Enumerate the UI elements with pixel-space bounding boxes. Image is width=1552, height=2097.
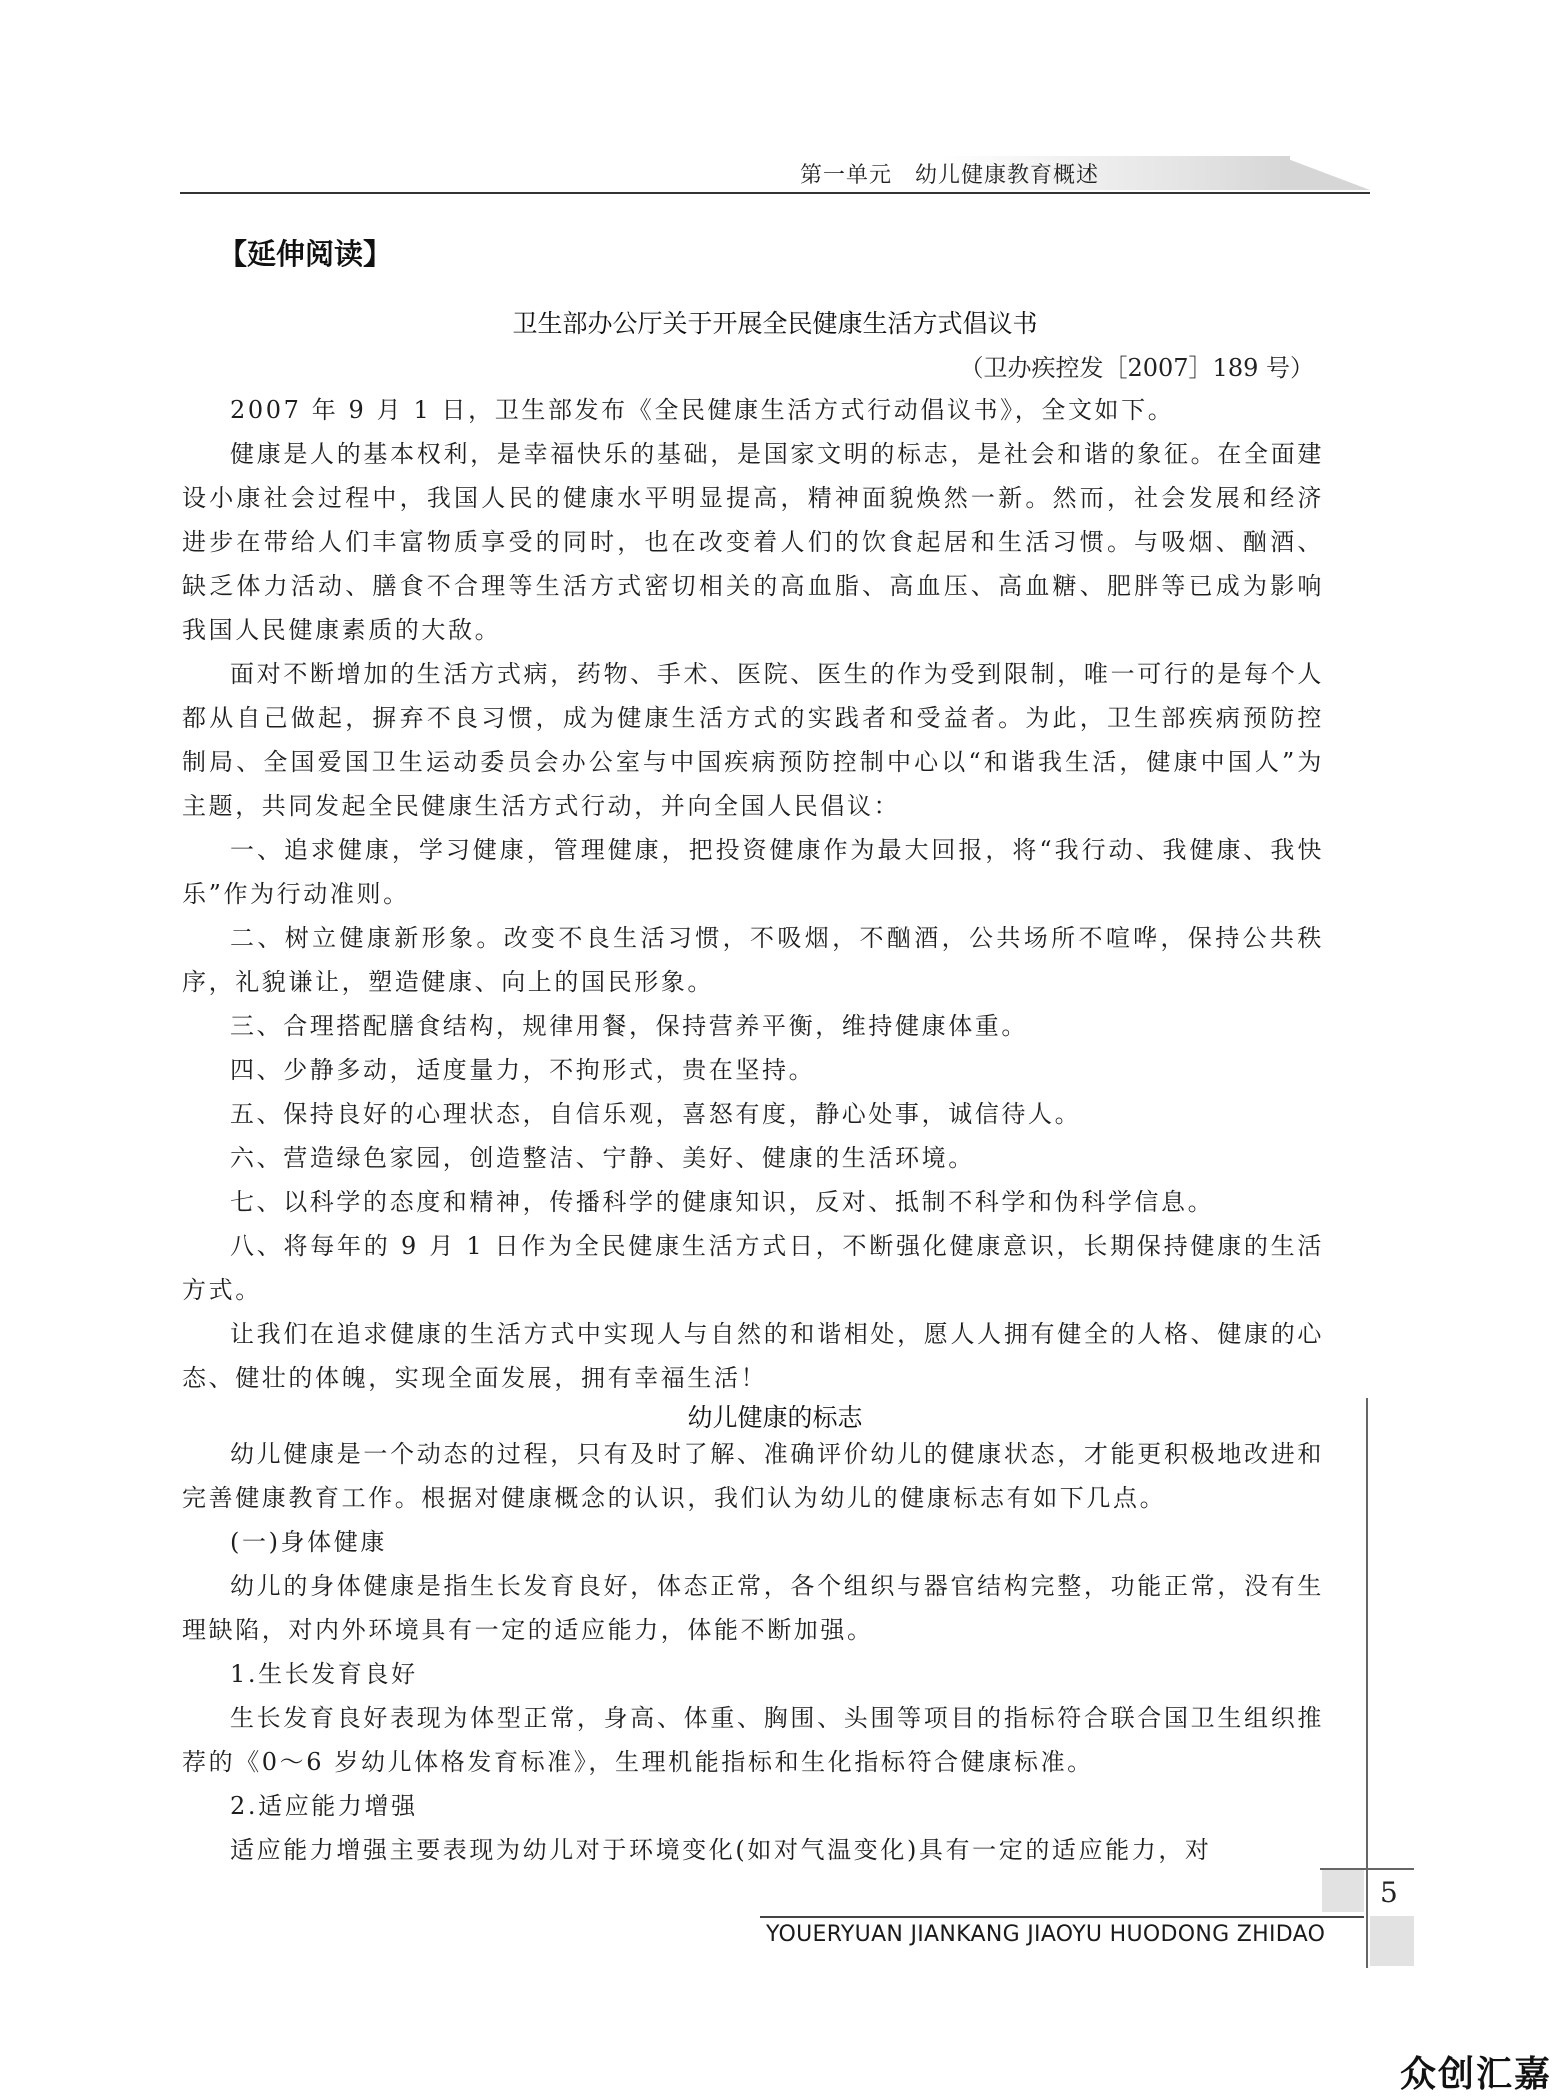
article-title: 卫生部办公厅关于开展全民健康生活方式倡议书 — [512, 309, 1038, 338]
header-rule — [180, 192, 1370, 194]
proposal-body — [182, 388, 1324, 1400]
margin-vertical-rule — [1366, 1398, 1368, 1968]
paragraph: 八、将每年的 9 月 1 日作为全民健康生活方式日，不断强化健康意识，长期保持健康的生活方式。 — [182, 1232, 1324, 1304]
paragraph: 二、树立健康新形象。改变不良生活习惯，不吸烟，不酗酒，公共场所不喧哗，保持公共秩序，礼貌谦让，塑造健康、向上的国民形象。 — [182, 924, 1324, 996]
subheading: 1.生长发育良好 — [230, 1660, 418, 1688]
unit-title: 第一单元 幼儿健康教育概述 — [800, 163, 1100, 188]
footer-rule — [760, 1916, 1364, 1918]
book-title-footer: YOUERYUAN JIANKANG JIAOYU HUODONG ZHIDAO — [766, 1922, 1326, 1947]
section-title: 幼儿健康的标志 — [687, 1403, 863, 1432]
paragraph: 七、以科学的态度和精神，传播科学的健康知识，反对、抵制不科学和伪科学信息。 — [230, 1188, 1215, 1216]
subheading: (一)身体健康 — [230, 1528, 387, 1556]
health-signs-body — [182, 1432, 1324, 1872]
watermark: 众创汇嘉 — [1400, 2054, 1552, 2095]
paragraph: 一、追求健康，学习健康，管理健康，把投资健康作为最大回报，将“我行动、我健康、我快乐”作为行动准则。 — [182, 836, 1324, 908]
paragraph: 四、少静多动，适度量力，不拘形式，贵在坚持。 — [230, 1056, 816, 1084]
running-header — [180, 156, 1370, 192]
paragraph: 五、保持良好的心理状态，自信乐观，喜怒有度，静心处事，诚信待人。 — [230, 1100, 1082, 1128]
paragraph: 幼儿的身体健康是指生长发育良好，体态正常，各个组织与器官结构完整，功能正常，没有生理缺陷，对内外环境具有一定的适应能力，体能不断加强。 — [182, 1572, 1324, 1644]
paragraph: 适应能力增强主要表现为幼儿对于环境变化(如对气温变化)具有一定的适应能力，对 — [230, 1836, 1212, 1864]
extended-reading-heading: 【延伸阅读】 — [218, 237, 393, 271]
page-number: 5 — [1380, 1876, 1398, 1909]
decorative-block — [1322, 1870, 1364, 1912]
decorative-block — [1370, 1916, 1414, 1966]
document-number: （卫办疾控发［2007］189 号） — [959, 354, 1314, 382]
paragraph: 健康是人的基本权利，是幸福快乐的基础，是国家文明的标志，是社会和谐的象征。在全面建设小康社会过程中，我国人民的健康水平明显提高，精神面貌焕然一新。然而，社会发展和经济进步在带给人们丰富物质享受的同时，也在改变着人们的饮食起居和生活习惯。与吸烟、酗酒、缺乏体力活动、膳食不合理等生活方式密切相关的高血脂、高血压、高血糖、肥胖等已成为影响我国人民健康素质的大敌。 — [182, 440, 1324, 644]
paragraph: 让我们在追求健康的生活方式中实现人与自然的和谐相处，愿人人拥有健全的人格、健康的心态、健壮的体魄，实现全面发展，拥有幸福生活！ — [182, 1320, 1324, 1392]
subheading: 2.适应能力增强 — [230, 1792, 418, 1820]
paragraph: 面对不断增加的生活方式病，药物、手术、医院、医生的作为受到限制，唯一可行的是每个人都从自己做起，摒弃不良习惯，成为健康生活方式的实践者和受益者。为此，卫生部疾病预防控制局、全国爱国卫生运动委员会办公室与中国疾病预防控制中心以“和谐我生活，健康中国人”为主题，共同发起全民健康生活方式行动，并向全国人民倡议： — [182, 660, 1324, 820]
paragraph: 三、合理搭配膳食结构，规律用餐，保持营养平衡，维持健康体重。 — [230, 1012, 1028, 1040]
paragraph: 六、营造绿色家园，创造整洁、宁静、美好、健康的生活环境。 — [230, 1144, 975, 1172]
paragraph: 生长发育良好表现为体型正常，身高、体重、胸围、头围等项目的指标符合联合国卫生组织推荐的《0～6 岁幼儿体格发育标准》，生理机能指标和生化指标符合健康标准。 — [182, 1704, 1324, 1776]
paragraph: 2007 年 9 月 1 日，卫生部发布《全民健康生活方式行动倡议书》，全文如下。 — [230, 396, 1175, 424]
paragraph: 幼儿健康是一个动态的过程，只有及时了解、准确评价幼儿的健康状态，才能更积极地改进和完善健康教育工作。根据对健康概念的认识，我们认为幼儿的健康标志有如下几点。 — [182, 1440, 1324, 1512]
